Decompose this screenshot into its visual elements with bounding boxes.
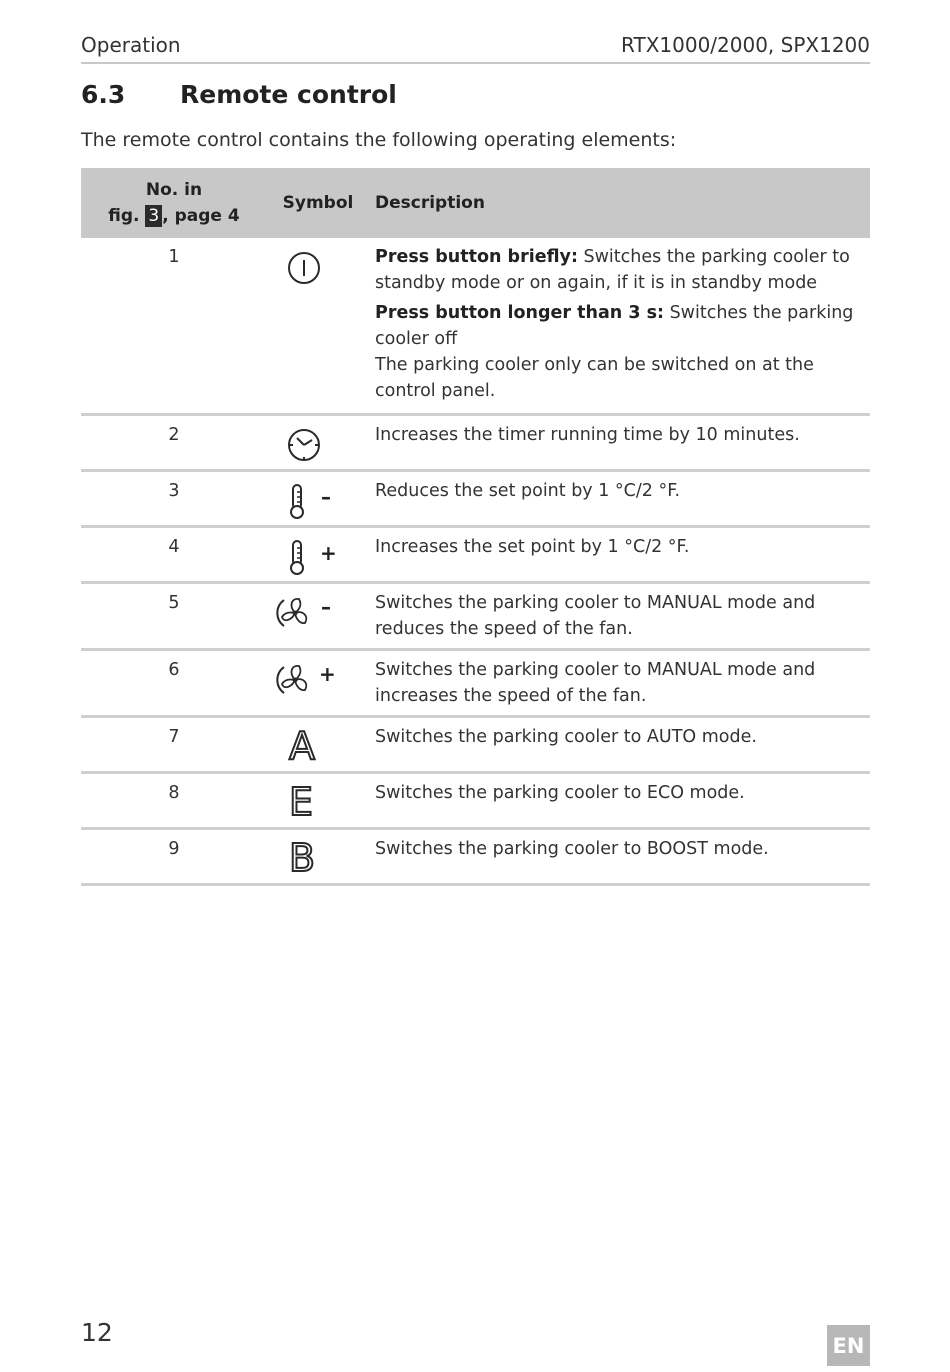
description-cell: Increases the set point by 1 °C/2 °F. (369, 526, 870, 582)
table-row (81, 772, 870, 828)
decrease-sign: – (321, 484, 331, 509)
symbol-cell (267, 526, 369, 582)
action-text: Switches the parking cooler off (375, 303, 854, 349)
language-badge: EN (827, 1325, 870, 1366)
description-cell: Switches the parking cooler to ECO mode. (369, 772, 870, 828)
symbol-cell (267, 828, 369, 884)
figure-number-badge: 3 (145, 205, 162, 227)
thermometer-minus-icon (267, 484, 369, 524)
note-text: The parking cooler only can be switched on at the control panel. (375, 355, 814, 401)
chapter-label: Operation (81, 33, 181, 57)
symbol-cell (267, 238, 369, 414)
row-number: 1 (81, 238, 267, 414)
timer-icon (267, 428, 369, 468)
description-cell: Reduces the set point by 1 °C/2 °F. (369, 470, 870, 526)
header-no-line1: No. in (145, 180, 203, 200)
column-header-symbol: Symbol (282, 193, 354, 213)
row-number: 8 (81, 772, 267, 828)
symbol-cell (267, 414, 369, 470)
fan-minus-icon (267, 596, 369, 636)
auto-mode-icon: A (289, 723, 315, 768)
description-cell: Switches the parking cooler to MANUAL mode and reduces the speed of the fan. (369, 582, 870, 649)
table-row (81, 582, 870, 649)
description-cell: Switches the parking cooler to BOOST mode. (369, 828, 870, 884)
row-number: 3 (81, 470, 267, 526)
row-number: 7 (81, 716, 267, 772)
table-row (81, 716, 870, 772)
running-header (81, 30, 870, 64)
symbol-cell (267, 582, 369, 649)
row-number: 2 (81, 414, 267, 470)
description-cell: Switches the parking cooler to AUTO mode. (369, 716, 870, 772)
header-fig-prefix: fig. (108, 206, 140, 226)
row-number: 4 (81, 526, 267, 582)
table-row (81, 649, 870, 716)
description-paragraph (375, 244, 864, 296)
symbol-cell (267, 470, 369, 526)
decrease-sign: – (321, 594, 331, 619)
symbol-cell (267, 772, 369, 828)
table-row (81, 414, 870, 470)
table-row (81, 470, 870, 526)
column-header-number (81, 168, 267, 238)
action-text: Switches the parking cooler to standby mode or on again, if it is in standby mode (375, 247, 850, 293)
description-cell (369, 238, 870, 414)
description-paragraph (375, 300, 864, 404)
table-header-row (81, 168, 870, 238)
action-lead: Press button briefly: (375, 247, 578, 267)
thermometer-plus-icon (267, 540, 369, 580)
intro-text: The remote control contains the following operating elements: (81, 129, 677, 151)
description-cell: Switches the parking cooler to MANUAL mode and increases the speed of the fan. (369, 649, 870, 716)
row-number: 9 (81, 828, 267, 884)
page-number: 12 (81, 1318, 113, 1347)
table-row (81, 828, 870, 884)
boost-mode-icon: B (289, 835, 316, 880)
row-number: 5 (81, 582, 267, 649)
increase-sign: + (320, 540, 337, 565)
action-lead: Press button longer than 3 s: (375, 303, 665, 323)
table-row (81, 238, 870, 414)
table-row (81, 526, 870, 582)
section-title: Remote control (180, 80, 397, 109)
increase-sign: + (319, 661, 336, 686)
symbol-cell (267, 649, 369, 716)
symbol-cell (267, 716, 369, 772)
power-icon (267, 250, 369, 290)
eco-mode-icon: E (289, 779, 314, 824)
fan-plus-icon (267, 663, 369, 703)
column-header-description: Description (375, 193, 485, 213)
section-number: 6.3 (81, 80, 126, 109)
description-cell: Increases the timer running time by 10 minutes. (369, 414, 870, 470)
row-number: 6 (81, 649, 267, 716)
product-models: RTX1000/2000, SPX1200 (621, 33, 870, 57)
operating-elements-table (81, 168, 870, 886)
header-page-suffix: , page 4 (162, 206, 240, 226)
